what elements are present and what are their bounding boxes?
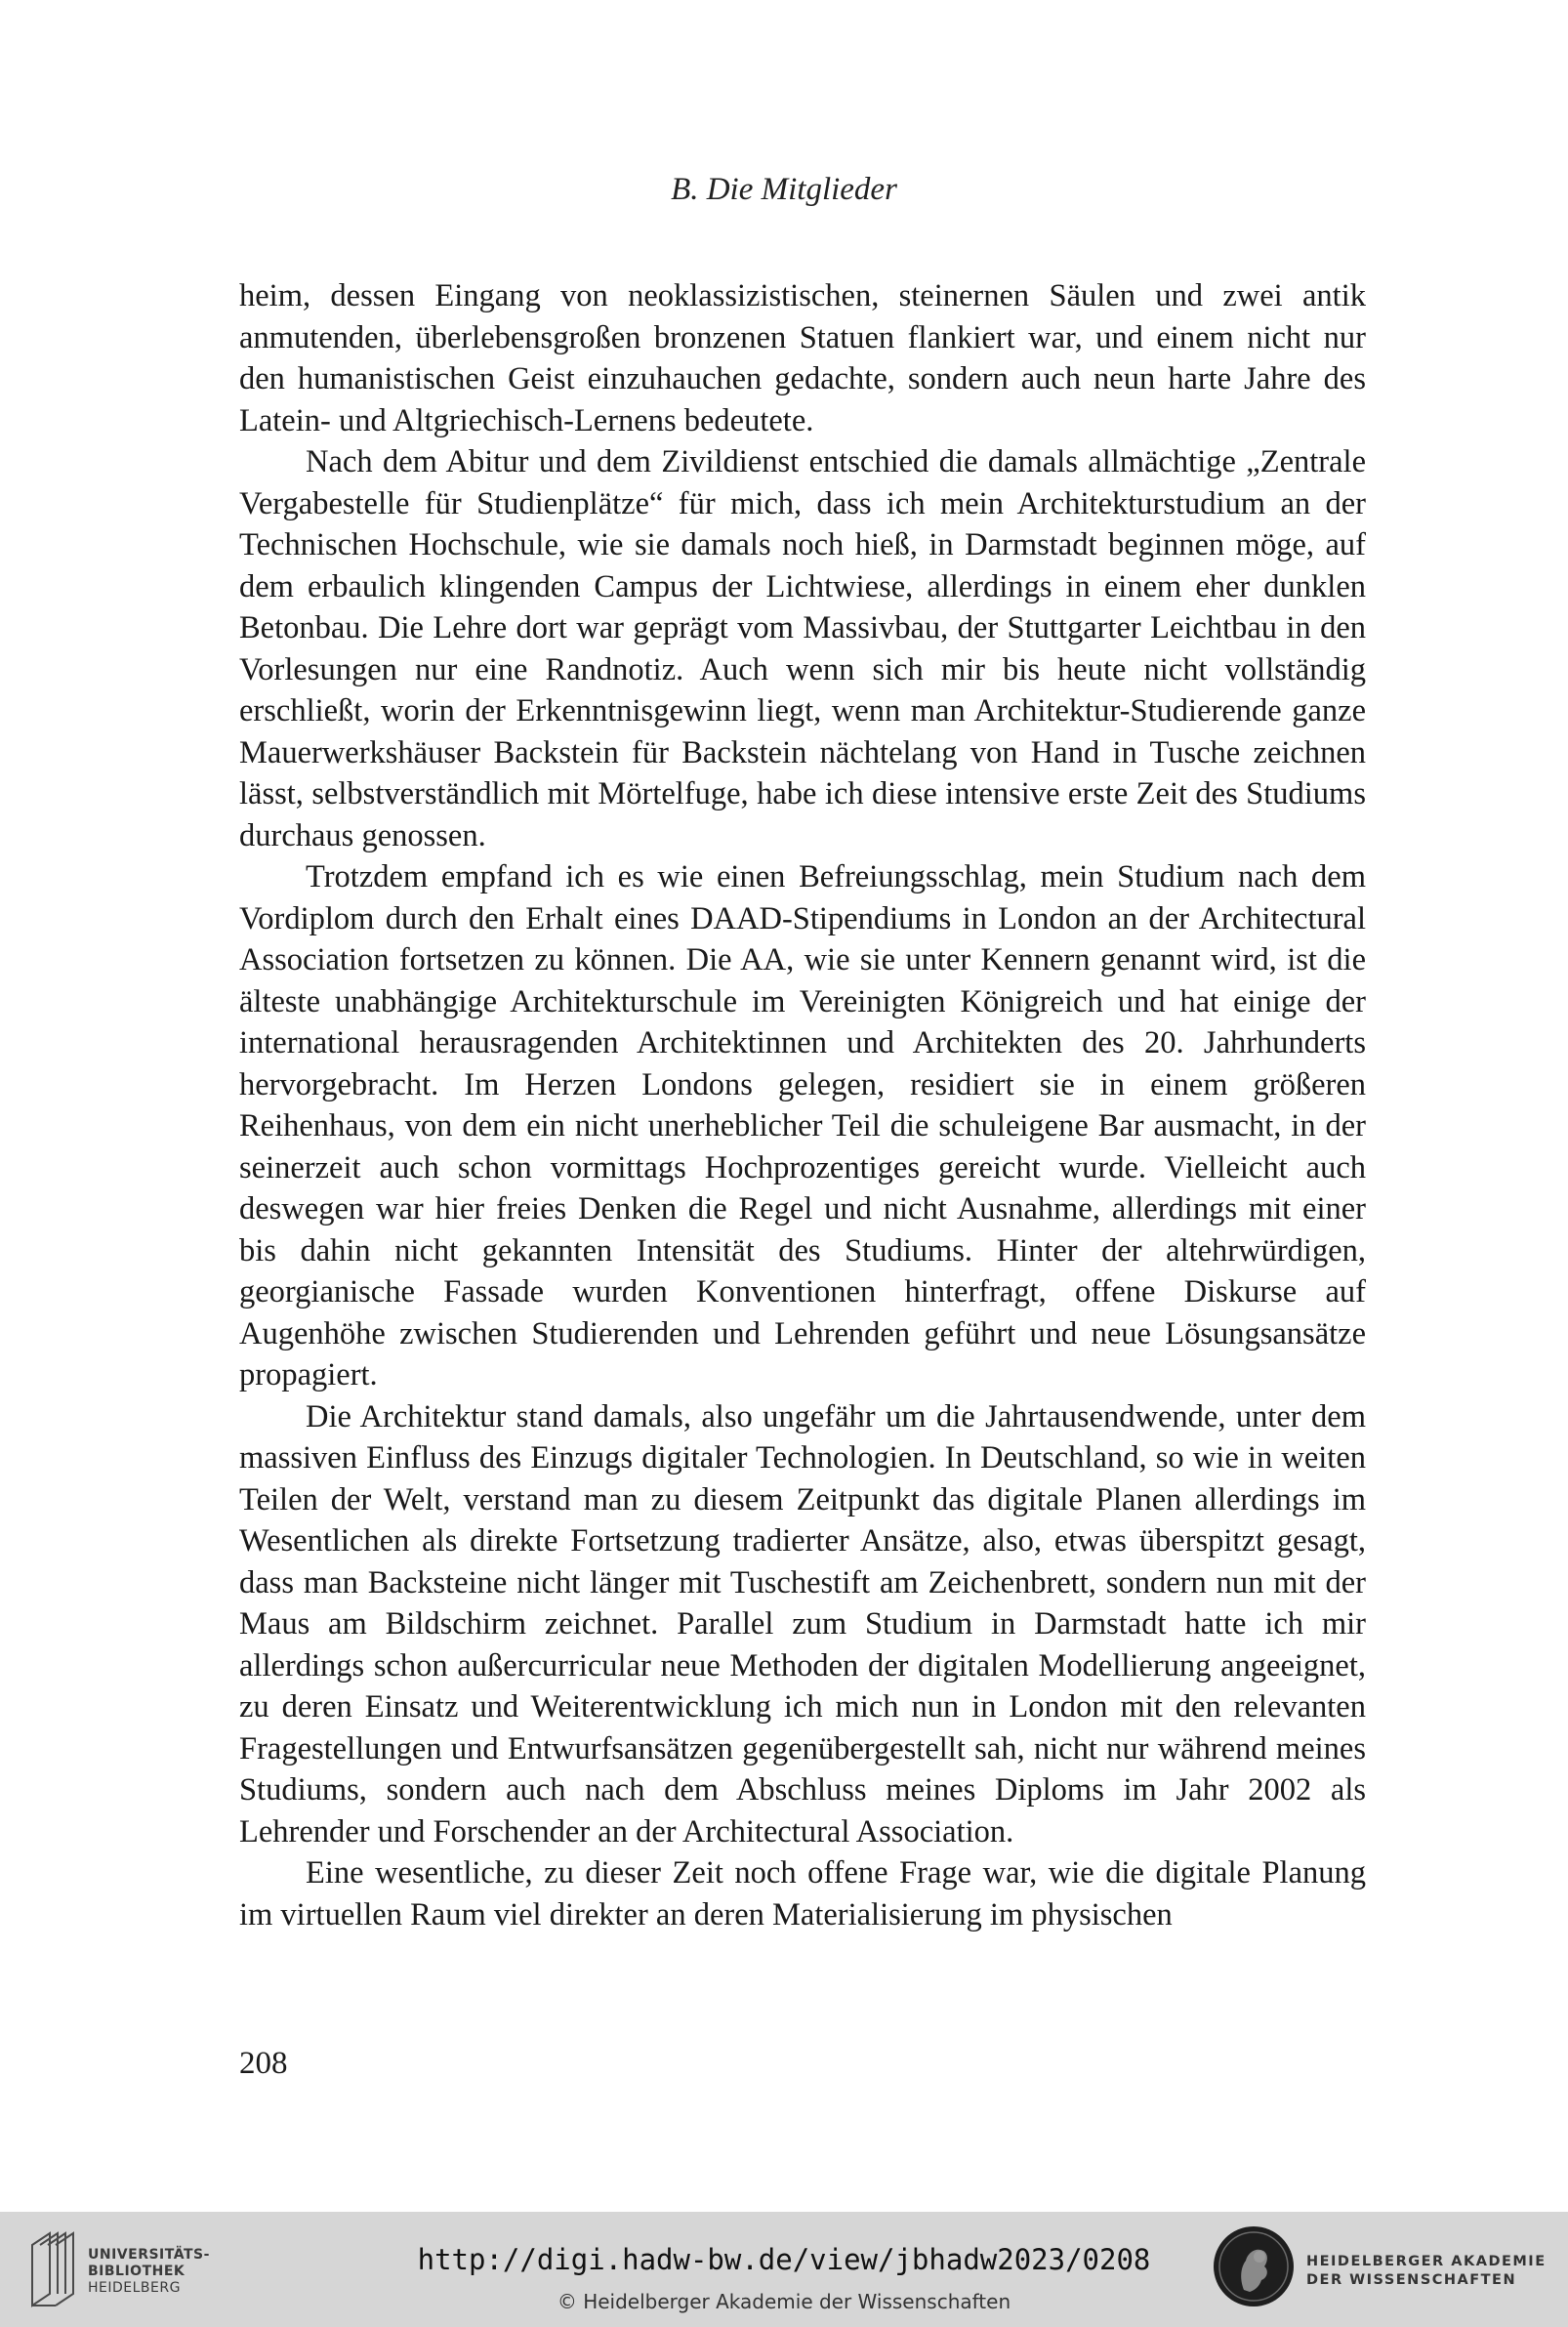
permalink-url[interactable]: http://digi.hadw-bw.de/view/jbhadw2023/0208 [417,2243,1151,2276]
academy-seal-icon [1211,2223,1297,2314]
paragraph: Eine wesentliche, zu dieser Zeit noch offene Frage war, wie die digitale Planung im virtuellen Raum viel direkter an deren Materialisierung im physischen [239,1855,1366,1932]
paragraph: heim, dessen Eingang von neoklassizistischen, steinernen Säulen und zwei antik anmutenden, überlebensgroßen bronzenen Statuen flankiert war, und einem nicht nur den humanistischen Geist einzuhauchen gedachte, sondern auch neun harte Jahre des Latein- und Altgriechisch-Lernens bedeutete. [239,278,1366,438]
paragraph: Die Architektur stand damals, also ungefähr um die Jahrtausendwende, unter dem massiven Einfluss des Einzugs digitaler Technologien. In Deutschland, so wie in weiten Teilen der Welt, verstand man zu diesem Zeitpunkt das digitale Planen allerdings im Wesentlichen als direkte Fortsetzung tradierter Ansätze, also, etwas überspitzt gesagt, dass man Backsteine nicht länger mit Tuschestift am Zeichenbrett, sondern nun mit der Maus am Bildschirm zeichnet. Parallel zum Studium in Darmstadt hatte ich mir allerdings schon außercurricular neue Methoden der digitalen Modellierung angeeignet, zu deren Einsatz und Weiterentwicklung ich mich nun in London mit den relevanten Fragestellungen und Entwurfsansätzen gegenübergestellt sah, nicht nur während meines Studiums, sondern auch nach dem Abschluss meines Diploms im Jahr 2002 als Lehrender und Forschender an der Architectural Association. [239,1398,1366,1849]
library-name-line: HEIDELBERG [88,2280,181,2296]
academy-name-line: HEIDELBERGER AKADEMIE [1306,2254,1547,2269]
footer-bar [0,2212,1568,2327]
running-head: B. Die Mitglieder [671,172,897,207]
copyright-notice: © Heidelberger Akademie der Wissenschaften [557,2290,1011,2313]
library-name-line: BIBLIOTHEK [88,2264,186,2279]
page-number: 208 [239,2046,288,2081]
paragraph: Nach dem Abitur und dem Zivildienst entschied die damals allmächtige „Zentrale Vergabestelle für Studienplätze“ für mich, dass ich mein Architekturstudium an der Technischen Hochschule, wie sie damals noch hieß, in Darmstadt beginnen möge, auf dem erbaulich klingenden Campus der Lichtwiese, allerdings in einem eher dunklen Betonbau. Die Lehre dort war geprägt vom Massivbau, der Stuttgarter Leichtbau in den Vorlesungen nur eine Randnotiz. Auch wenn sich mir bis heute nicht vollständig erschließt, worin der Erkenntnisgewinn liegt, wenn man Architektur-Studierende ganze Mauerwerkshäuser Backstein für Backstein nächtelang von Hand in Tusche zeichnen lässt, selbstverständlich mit Mörtelfuge, habe ich diese intensive erste Zeit des Studiums durchaus genossen. [239,444,1366,853]
library-name-line: UNIVERSITÄTS- [88,2247,210,2263]
academy-name [1306,2253,1547,2290]
academy-name-line: DER WISSENSCHAFTEN [1306,2272,1517,2288]
body-text [239,275,1366,1935]
paragraph: Trotzdem empfand ich es wie einen Befreiungsschlag, mein Studium nach dem Vordiplom durch den Erhalt eines DAAD-Stipendiums in London an der Architectural Association fortsetzen zu können. Die AA, wie sie unter Kennern genannt wird, ist die älteste unabhängige Architekturschule im Vereinigten Königreich und hat einige der international herausragenden Architektinnen und Architekten des 20. Jahrhunderts hervorgebracht. Im Herzen Londons gelegen, residiert sie in einem größeren Reihenhaus, von dem ein nicht unerheblicher Teil die schuleigene Bar ausmacht, in der seinerzeit auch schon vormittags Hochprozentiges gereicht wurde. Vielleicht auch deswegen war hier freies Denken die Regel und nicht Ausnahme, allerdings mit einer bis dahin nicht gekannten Intensität des Studiums. Hinter der altehrwürdigen, georgianische Fassade wurden Konventionen hinterfragt, offene Diskurse auf Augenhöhe zwischen Studierenden und Lehrenden geführt und neue Lösungsansätze propagiert. [239,859,1366,1392]
